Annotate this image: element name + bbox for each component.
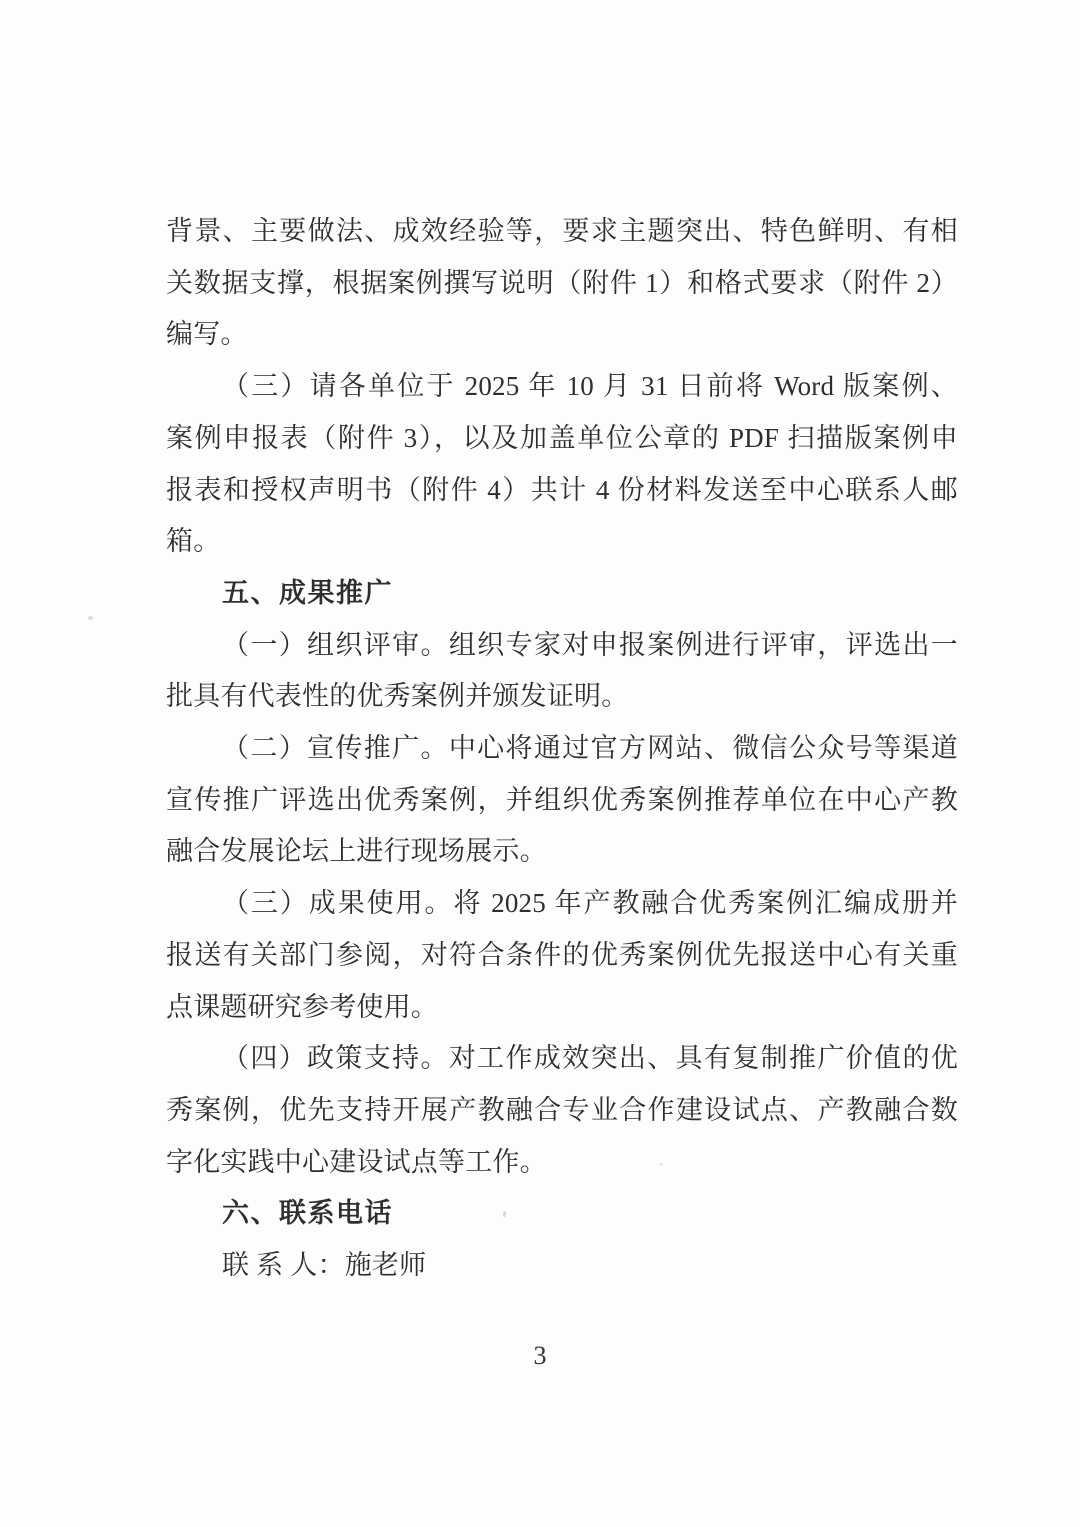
body-line: 字化实践中心建设试点等工作。	[166, 1146, 547, 1177]
body-line: 点课题研究参考使用。	[166, 991, 438, 1022]
scan-speck	[503, 1211, 506, 1217]
body-line: 背景、主要做法、成效经验等，要求主题突出、特色鲜明、有相	[166, 216, 958, 246]
body-line: （一）组织评审。组织专家对申报案例进行评审，评选出一	[222, 629, 958, 660]
body-line: （二）宣传推广。中心将通过官方网站、微信公众号等渠道	[222, 733, 958, 764]
body-line: 宣传推广评选出优秀案例，并组织优秀案例推荐单位在中心产教	[166, 784, 958, 815]
body-line: （三）成果使用。将 2025 年产教融合优秀案例汇编成册并	[222, 888, 958, 919]
body-line: 报表和授权声明书（附件 4）共计 4 份材料发送至中心联系人邮	[166, 474, 958, 505]
body-line: 报送有关部门参阅，对符合条件的优秀案例优先报送中心有关重	[166, 939, 958, 970]
body-line: 案例申报表（附件 3），以及加盖单位公章的 PDF 扫描版案例申	[166, 422, 958, 453]
document-body	[166, 206, 958, 1292]
scan-speck	[88, 616, 93, 620]
body-line: （四）政策支持。对工作成效突出、具有复制推广价值的优	[222, 1043, 958, 1074]
body-line: 秀案例，优先支持开展产教融合专业合作建设试点、产教融合数	[166, 1094, 958, 1125]
body-line: 融合发展论坛上进行现场展示。	[166, 836, 547, 867]
section-heading-contact: 六、联系电话	[222, 1198, 393, 1229]
contact-person-line: 联 系 人：施老师	[222, 1250, 427, 1281]
body-line: 批具有代表性的优秀案例并颁发证明。	[166, 681, 629, 712]
body-line: 关数据支撑，根据案例撰写说明（附件 1）和格式要求（附件 2）	[166, 267, 958, 298]
body-line: （三）请各单位于 2025 年 10 月 31 日前将 Word 版案例、	[222, 371, 958, 402]
body-line: 箱。	[166, 526, 221, 557]
section-heading-promotion: 五、成果推广	[222, 577, 393, 608]
body-line: 编写。	[166, 319, 248, 350]
page-number: 3	[533, 1341, 547, 1370]
scan-speck	[659, 1163, 663, 1166]
